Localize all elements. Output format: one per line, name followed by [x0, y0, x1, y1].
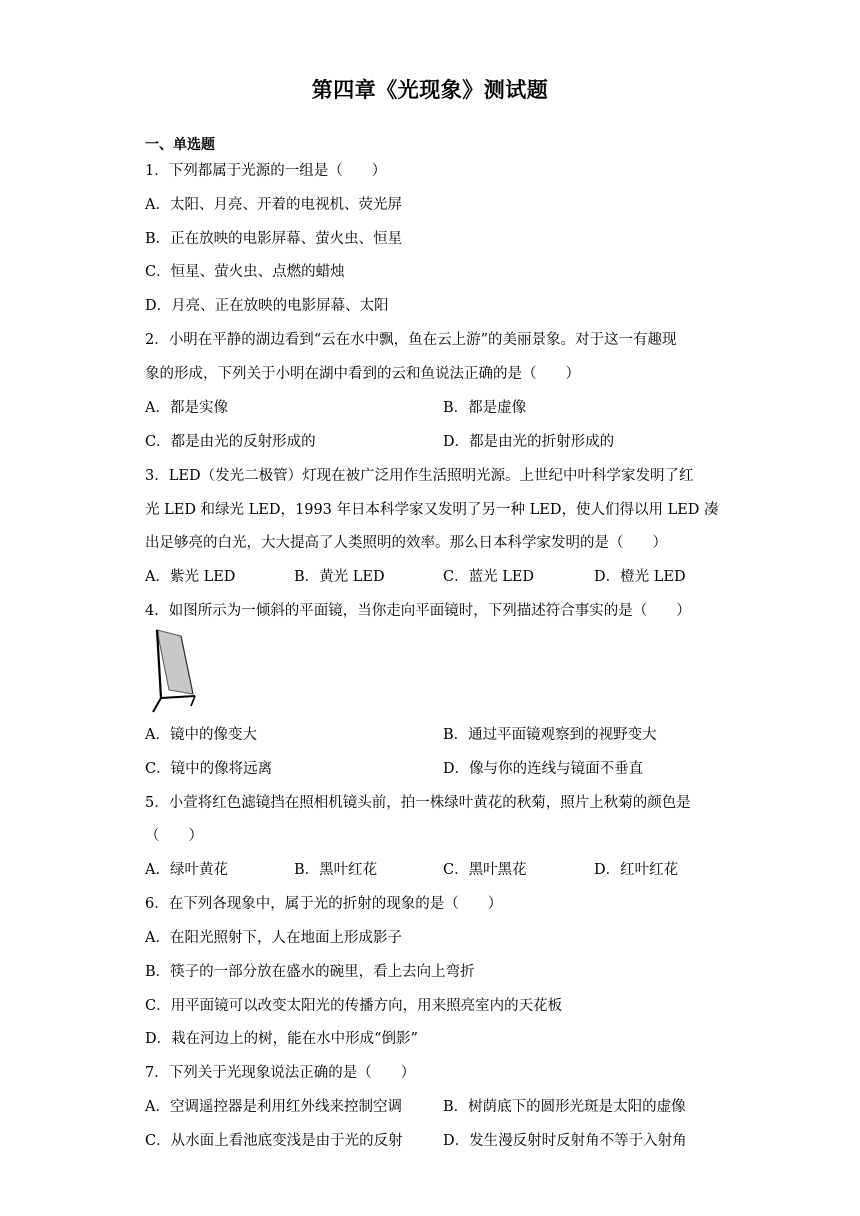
question-2-option-c: C．都是由光的反射形成的 — [145, 434, 316, 450]
question-5-option-d: D．红叶红花 — [594, 862, 679, 878]
question-5-option-a: A．绿叶黄花 — [145, 862, 228, 878]
question-2-option-d: D．都是由光的折射形成的 — [443, 434, 615, 450]
question-6-option-a: A．在阳光照射下，人在地面上形成影子 — [145, 930, 402, 946]
question-3-option-a: A．紫光 LED — [145, 569, 236, 585]
question-5-stem-line-2: （ ） — [145, 828, 203, 844]
question-4-option-d: D．像与你的连线与镜面不垂直 — [443, 761, 644, 777]
question-3-option-d: D．橙光 LED — [594, 569, 686, 585]
question-6-option-d: D．栽在河边上的树，能在水中形成“倒影” — [145, 1031, 418, 1047]
question-2-stem-line-1: 2．小明在平静的湖边看到“云在水中飘，鱼在云上游”的美丽景象。对于这一有趣现 — [145, 332, 677, 348]
question-2-option-a: A．都是实像 — [145, 400, 228, 416]
question-7-option-b: B．树荫底下的圆形光斑是太阳的虚像 — [443, 1099, 686, 1115]
question-3-stem-line-3: 出足够亮的白光，大大提高了人类照明的效率。那么日本科学家发明的是（ ） — [145, 535, 667, 551]
mirror-stand-foot — [191, 696, 195, 706]
question-7-option-d: D．发生漫反射时反射角不等于入射角 — [443, 1133, 687, 1149]
question-7-stem: 7．下列关于光现象说法正确的是（ ） — [145, 1065, 416, 1081]
question-3-option-b: B．黄光 LED — [294, 569, 385, 585]
section-heading: 一、单选题 — [145, 137, 215, 153]
question-3-stem-line-2: 光 LED 和绿光 LED，1993 年日本科学家又发明了另一种 LED，使人们得以用 LED 凑 — [145, 502, 719, 518]
question-4-option-b: B．通过平面镜观察到的视野变大 — [443, 727, 657, 743]
question-5-option-c: C．黑叶黑花 — [443, 862, 527, 878]
question-1-option-a: A．太阳、月亮、开着的电视机、荧光屏 — [145, 197, 402, 213]
question-5-option-b: B．黑叶红花 — [294, 862, 378, 878]
question-1-option-c: C．恒星、萤火虫、点燃的蜡烛 — [145, 264, 345, 280]
question-1-stem: 1．下列都属于光源的一组是（ ） — [145, 163, 387, 179]
question-6-stem: 6．在下列各现象中，属于光的折射的现象的是（ ） — [145, 896, 503, 912]
question-2-stem-line-2: 象的形成，下列关于小明在湖中看到的云和鱼说法正确的是（ ） — [145, 366, 580, 382]
question-3-stem-line-1: 3．LED（发光二极管）灯现在被广泛用作生活照明光源。上世纪中叶科学家发明了红 — [145, 468, 694, 484]
question-4-stem: 4．如图所示为一倾斜的平面镜，当你走向平面镜时，下列描述符合事实的是（ ） — [145, 603, 691, 619]
question-3-option-c: C．蓝光 LED — [443, 569, 535, 585]
question-4-option-a: A．镜中的像变大 — [145, 727, 257, 743]
question-1-option-d: D．月亮、正在放映的电影屏幕、太阳 — [145, 298, 389, 314]
question-6-option-c: C．用平面镜可以改变太阳光的传播方向，用来照亮室内的天花板 — [145, 998, 563, 1014]
mirror-stand-leg-back — [161, 696, 195, 698]
mirror-glass — [157, 630, 193, 694]
question-5-stem-line-1: 5．小萱将红色滤镜挡在照相机镜头前，拍一株绿叶黄花的秋菊，照片上秋菊的颜色是 — [145, 795, 691, 811]
question-4-option-c: C．镜中的像将远离 — [145, 761, 273, 777]
page-title: 第四章《光现象》测试题 — [311, 78, 549, 102]
question-6-option-b: B．筷子的一部分放在盛水的碗里，看上去向上弯折 — [145, 964, 475, 980]
question-1-option-b: B．正在放映的电影屏幕、萤火虫、恒星 — [145, 231, 403, 247]
mirror-stand-leg-front — [153, 698, 161, 712]
question-7-option-c: C．从水面上看池底变浅是由于光的反射 — [145, 1133, 403, 1149]
question-2-option-b: B．都是虚像 — [443, 400, 527, 416]
tilted-mirror-figure — [151, 628, 203, 716]
question-7-option-a: A．空调遥控器是利用红外线来控制空调 — [145, 1099, 402, 1115]
